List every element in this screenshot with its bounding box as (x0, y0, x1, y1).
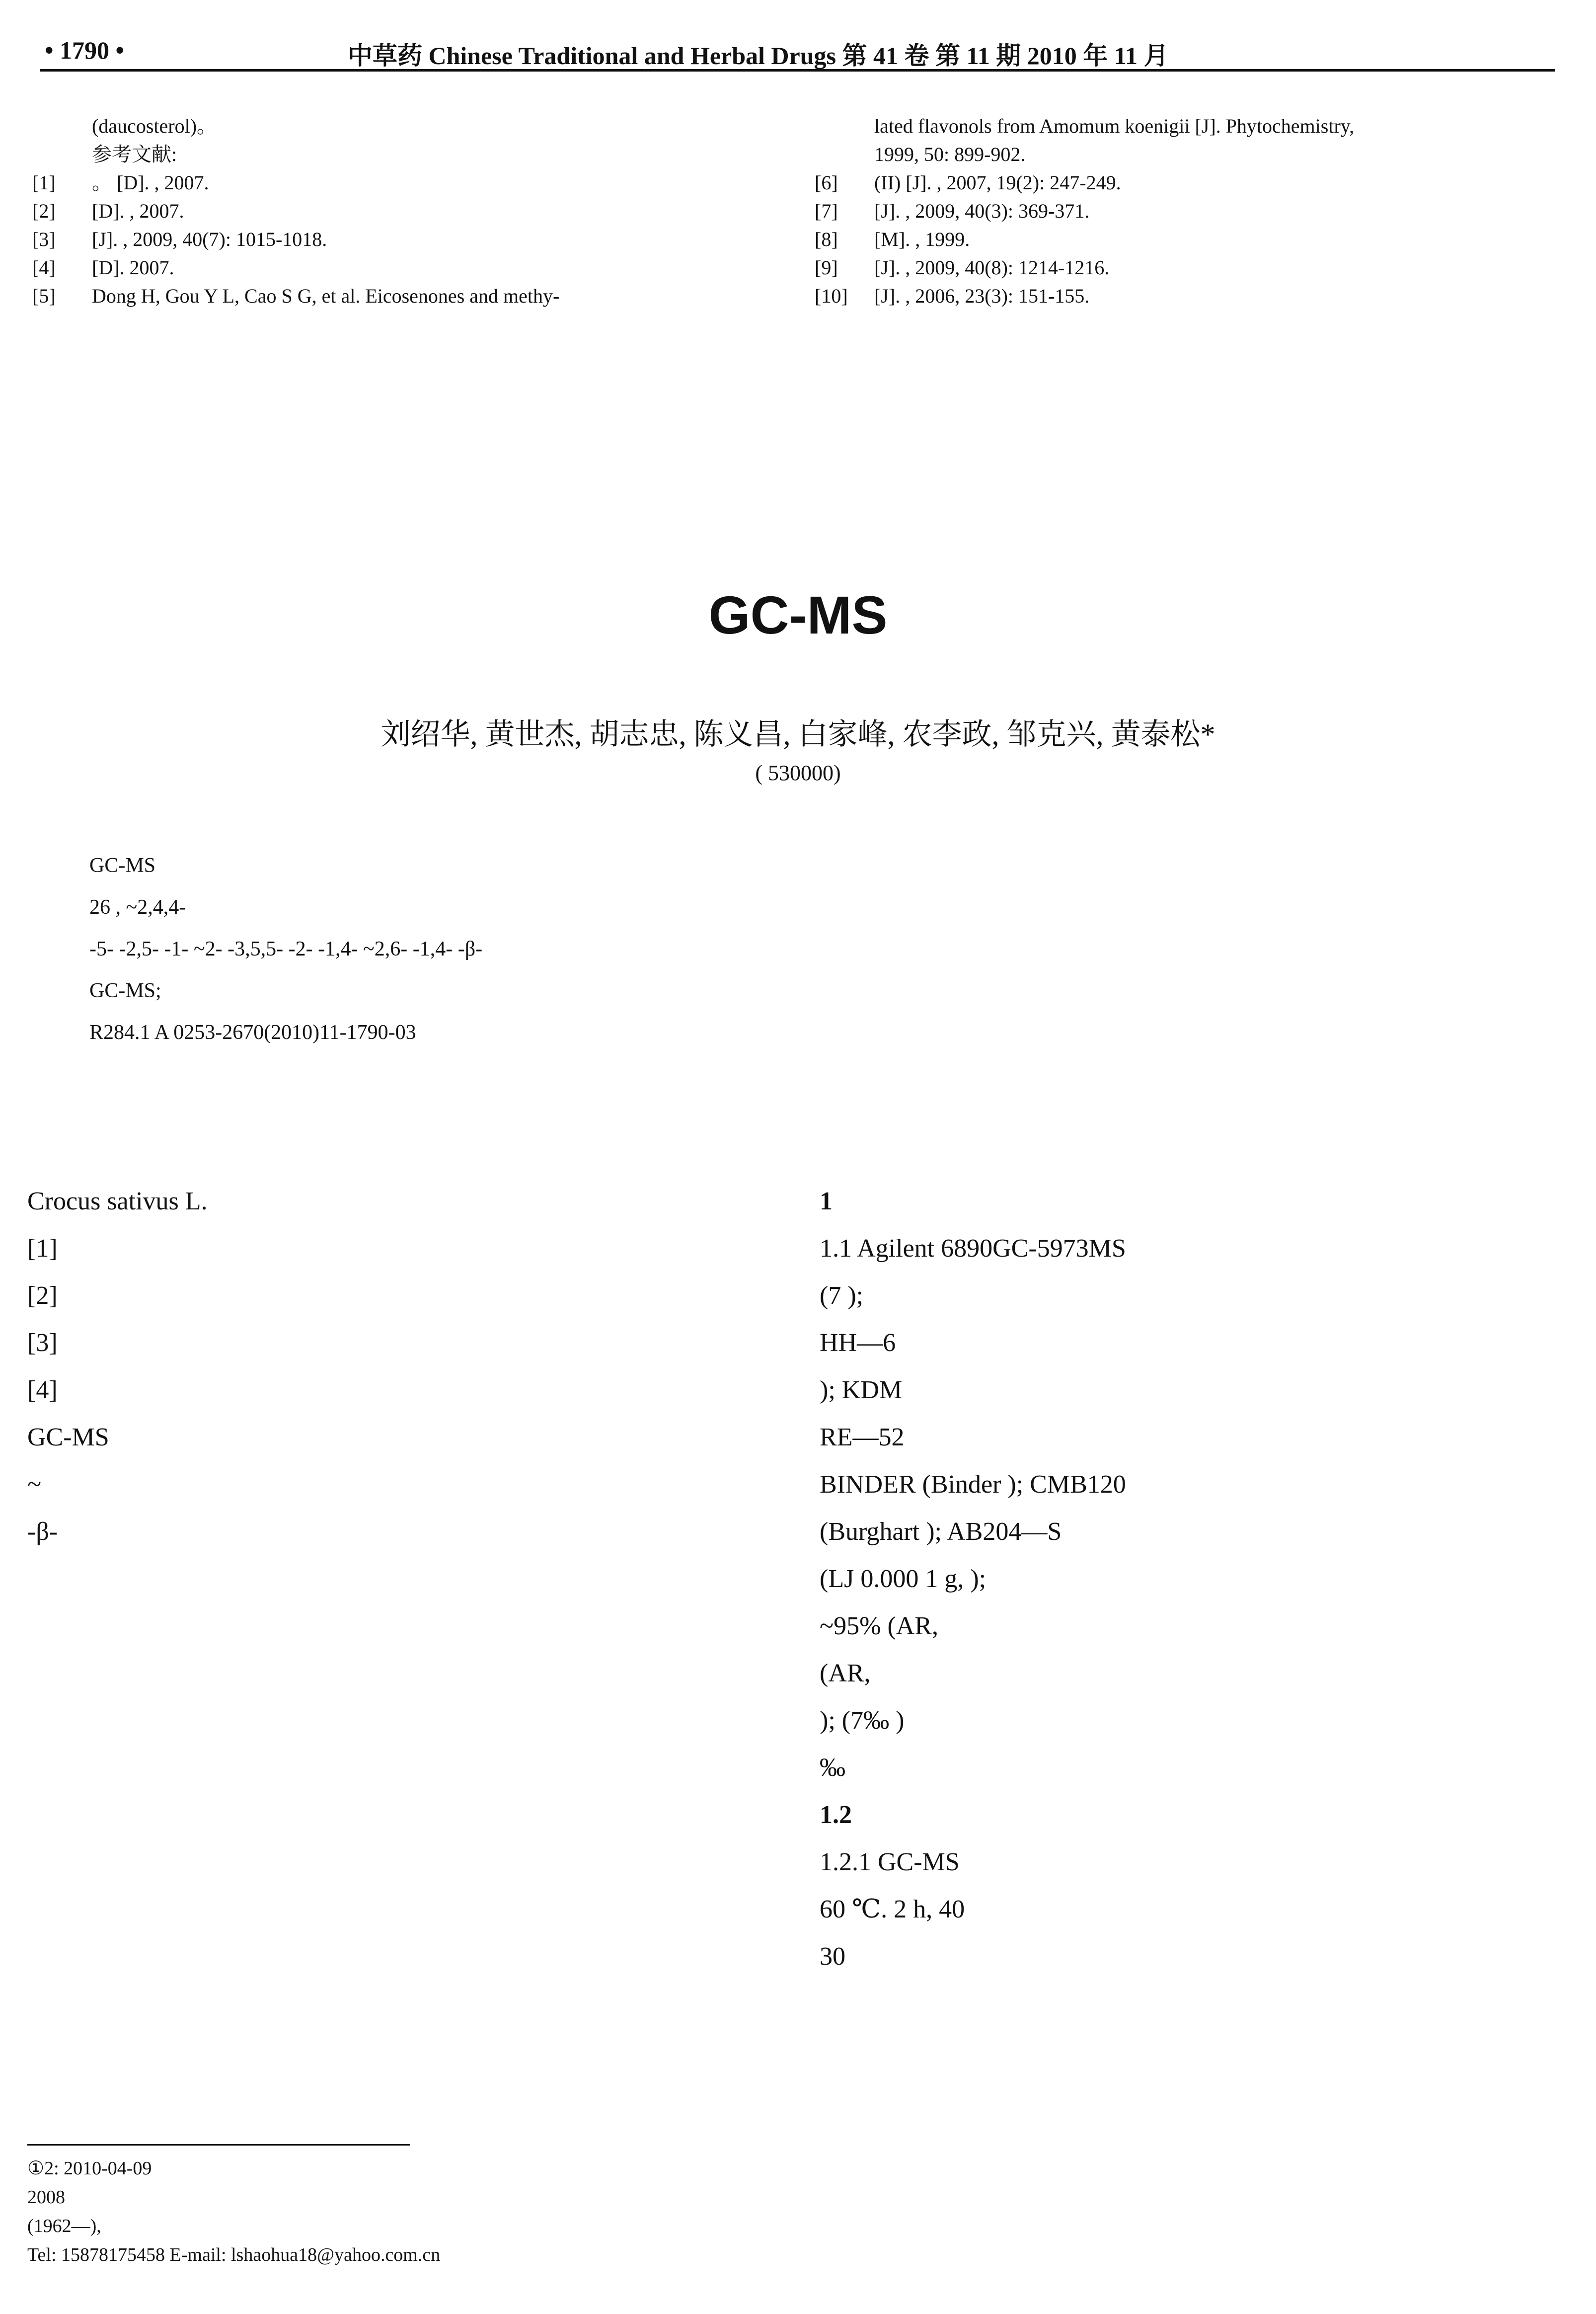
reference-item: [4] [D]. 2007. (32, 256, 174, 279)
footnote-rule (27, 2144, 410, 2146)
author-list: 刘绍华, 黄世杰, 胡志忠, 陈义昌, 白家峰, 农李政, 邹克兴, 黄泰松* (380, 718, 1216, 751)
body-line: ); KDM (820, 1376, 903, 1404)
body-line: ~ (27, 1470, 42, 1499)
body-line: 60 ℃. 2 h, 40 (820, 1895, 965, 1923)
body-line: (Burghart ); AB204—S (820, 1517, 1062, 1546)
abstract-line: -5- -2,5- -1- ~2- -3,5,5- -2- -1,4- ~2,6- -1,4- -β- (89, 938, 483, 960)
reference-item: 1999, 50: 899-902. (874, 143, 1026, 165)
page-number: • 1790 • (45, 36, 125, 64)
references-right (815, 112, 1545, 310)
body-line: HH—6 (820, 1329, 896, 1357)
section-heading: 1 (820, 1187, 833, 1215)
body-line: BINDER (Binder ); CMB120 (820, 1470, 1126, 1499)
footnote-funding: 2008 (27, 2187, 65, 2208)
reference-item: [10] [J]. , 2006, 23(3): 151-155. (815, 285, 1090, 307)
body-line: [1] (27, 1234, 58, 1263)
reference-item: [9] [J]. , 2009, 40(8): 1214-1216. (815, 256, 1110, 279)
body-column-right (820, 1178, 1560, 1980)
classification: R284.1 A 0253-2670(2010)11-1790-03 (89, 1021, 416, 1044)
reference-item: [7] [J]. , 2009, 40(3): 369-371. (815, 200, 1090, 222)
body-line: ~95% (AR, (820, 1612, 939, 1640)
footnote-contact: Tel: 15878175458 E-mail: lshaohua18@yahoo.com.cn (27, 2244, 441, 2265)
article-title: GC-MS (708, 585, 888, 645)
body-line: GC-MS (27, 1423, 109, 1451)
body-line: [4] (27, 1376, 58, 1404)
body-line: [3] (27, 1329, 58, 1357)
body-line: 30 (820, 1942, 845, 1971)
body-line: RE—52 (820, 1423, 905, 1451)
body-line: (AR, (820, 1659, 871, 1687)
body-line: -β- (27, 1517, 58, 1546)
reference-item: [1] 。 [D]. , 2007. (32, 171, 209, 194)
reference-item: [8] [M]. , 1999. (815, 228, 970, 250)
header-rule (40, 69, 1555, 72)
reference-item: [3] [J]. , 2009, 40(7): 1015-1018. (32, 228, 327, 250)
body-column-left (27, 1178, 767, 1555)
reference-item: lated flavonols from Amomum koenigii [J]. Phytochemistry, (874, 115, 1355, 137)
footnote-author: (1962—), (27, 2216, 101, 2236)
body-line: (LJ 0.000 1 g, ); (820, 1565, 987, 1593)
body-line: 1.1 Agilent 6890GC-5973MS (820, 1234, 1126, 1263)
affiliation: ( 530000) (755, 761, 841, 785)
reference-item: [2] [D]. , 2007. (32, 200, 184, 222)
body-line: Crocus sativus L. (27, 1187, 208, 1215)
reference-item: [5] Dong H, Gou Y L, Cao S G, et al. Eicosenones and methy- (32, 285, 560, 307)
keywords: GC-MS; (89, 979, 161, 1002)
journal-title: 中草药 Chinese Traditional and Herbal Drugs 第 41 卷 第 11 期 2010 年 11 月 (348, 42, 1169, 70)
reference-item: [6] (II) [J]. , 2007, 19(2): 247-249. (815, 171, 1121, 194)
references-heading: 参考文献: (92, 143, 177, 165)
body-line: [2] (27, 1281, 58, 1310)
body-line: ‰ (820, 1754, 845, 1782)
body-line: (7 ); (820, 1281, 864, 1310)
body-line: ); (7‰ ) (820, 1706, 905, 1735)
abstract (89, 845, 1510, 1053)
references-left (32, 112, 762, 310)
page-header (40, 29, 1555, 72)
abstract-line: GC-MS (89, 854, 156, 877)
footnote (27, 2154, 822, 2269)
abstract-line: 26 , ~2,4,4- (89, 896, 186, 919)
footnote-received: ①2: 2010-04-09 (27, 2158, 152, 2179)
section-heading: 1.2 (820, 1801, 852, 1829)
reference-item: (daucosterol)。 (92, 115, 217, 137)
body-line: 1.2.1 GC-MS (820, 1848, 960, 1876)
